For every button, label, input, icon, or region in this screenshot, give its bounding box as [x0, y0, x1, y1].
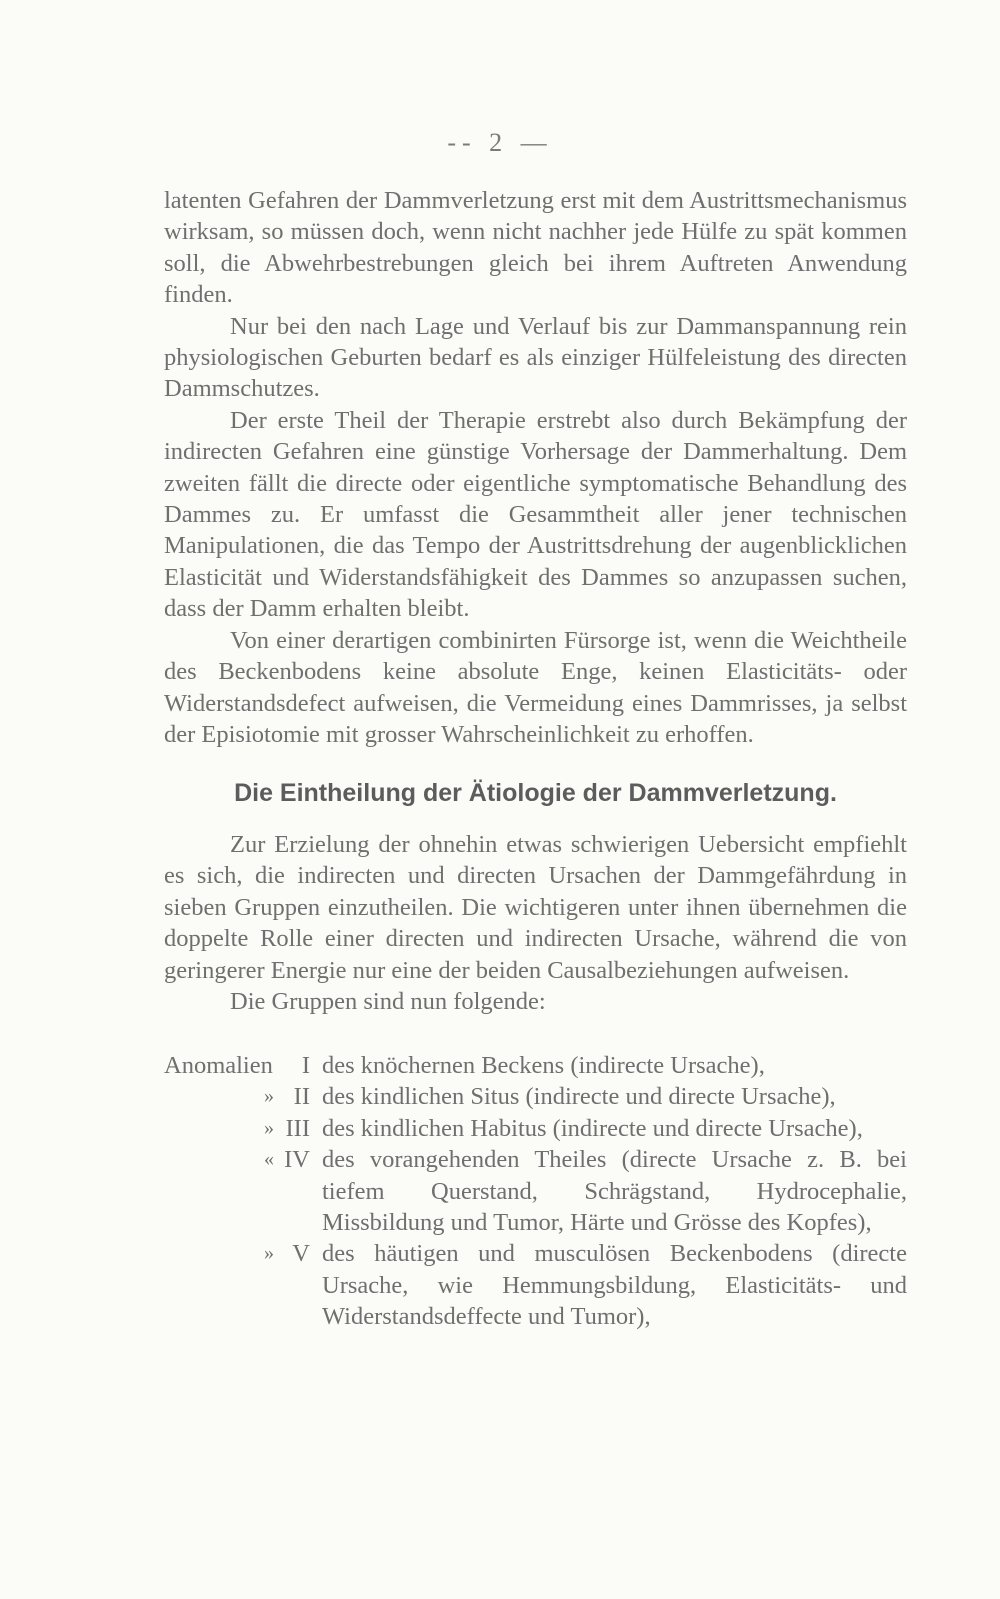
- body-text-top: [164, 185, 907, 750]
- paragraph: Der erste Theil der Therapie erstrebt also durch Bekämpfung der indirecten Gefahren eine günstige Vorhersage der Dammerhaltung. Dem zweiten fällt die directe oder eigentliche symptomatische Behandlung des Dammes zu. Er umfasst die Gesammtheit aller jener technischen Manipulationen, die das Tempo der Austrittsdrehung der augenblicklichen Elasticität und Widerstandsfähigkeit des Dammes so anzupassen suchen, dass der Damm erhalten bleibt.: [164, 406, 907, 623]
- section-heading: Die Eintheilung der Ätiologie der Dammverletzung.: [234, 779, 837, 807]
- list-text: des vorangehenden Theiles (directe Ursache z. B. bei tiefem Querstand, Schrägstand, Hydrocephalie, Missbildung und Tumor, Härte und Grösse des Kopfes),: [322, 1146, 907, 1237]
- body-text-bottom: [164, 829, 907, 1017]
- list-label: »: [264, 1116, 274, 1139]
- list-text: des kindlichen Situs (indirecte und directe Ursache),: [322, 1083, 836, 1111]
- paragraph: Von einer derartigen combinirten Fürsorge ist, wenn die Weichtheile des Beckenbodens keine absolute Enge, keinen Elasticitäts- oder Widerstandsdefect aufweisen, die Vermeidung eines Dammrisses, ja selbst der Episiotomie mit grosser Wahrscheinlichkeit zu erhoffen.: [164, 626, 907, 748]
- paragraph: Nur bei den nach Lage und Verlauf bis zur Dammanspannung rein physiologischen Geburten bedarf es als einziger Hülfeleistung des directen Dammschutzes.: [164, 312, 907, 403]
- paragraph: latenten Gefahren der Dammverletzung erst mit dem Austrittsmechanismus wirksam, so müssen doch, wenn nicht nachher jede Hülfe zu spät kommen soll, die Abwehrbestrebungen gleich bei ihrem Auftreten Anwendung finden.: [164, 187, 907, 309]
- page-number: -- 2 —: [447, 128, 553, 157]
- paragraph: Zur Erzielung der ohnehin etwas schwierigen Uebersicht empfiehlt es sich, die indirecten und directen Ursachen der Dammgefährdung in sieben Gruppen einzutheilen. Die wichtigeren unter ihnen übernehmen die doppelte Rolle einer directen und indirecten Ursache, während die von geringerer Energie nur eine der beiden Causalbeziehungen aufweisen.: [164, 831, 907, 984]
- list-number: I: [301, 1052, 310, 1079]
- list-label: Anomalien: [164, 1052, 273, 1079]
- list-label: «: [264, 1148, 274, 1171]
- list-number: IV: [284, 1146, 310, 1174]
- group-list: [164, 1050, 907, 1333]
- list-number: II: [293, 1083, 310, 1111]
- list-item: [164, 1081, 907, 1112]
- list-number: V: [292, 1240, 310, 1268]
- list-text: des knöchernen Beckens (indirecte Ursache),: [322, 1052, 765, 1079]
- list-number: III: [285, 1114, 310, 1142]
- list-label: »: [264, 1085, 274, 1108]
- list-item: [164, 1113, 907, 1144]
- paragraph: Die Gruppen sind nun folgende:: [230, 988, 546, 1016]
- list-label: »: [264, 1242, 274, 1265]
- list-text: des häutigen und musculösen Beckenbodens (directe Ursache, wie Hemmungsbildung, Elasticitäts- und Widerstandsdeffecte und Tumor),: [322, 1240, 907, 1331]
- list-item: [164, 1238, 907, 1332]
- list-item: [164, 1144, 907, 1238]
- list-item: [164, 1050, 907, 1081]
- list-text: des kindlichen Habitus (indirecte und directe Ursache),: [322, 1114, 863, 1142]
